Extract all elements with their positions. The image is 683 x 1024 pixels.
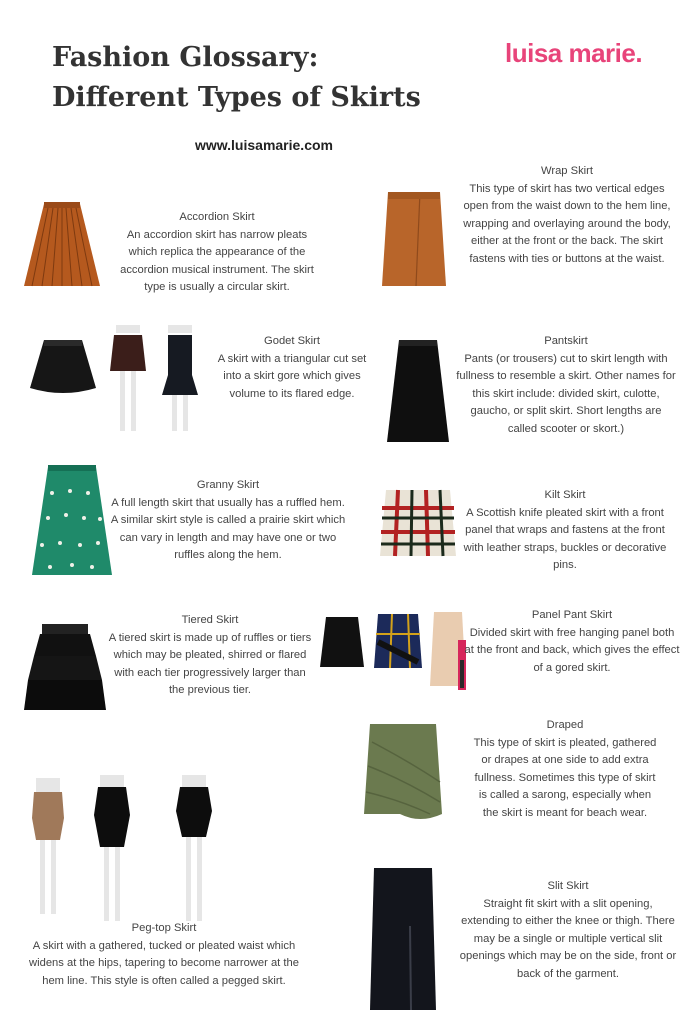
entry-title: Panel Pant Skirt [531, 609, 613, 621]
panel-pant-skirt-image-2 [372, 612, 424, 672]
godet-skirt-image [28, 338, 98, 398]
entry-description: A Scottish knife pleated skirt with a front panel that wraps and fastens at the front with leather straps, buckles or decorative pins. [463, 506, 667, 571]
page-title [52, 38, 472, 118]
entry-description: Straight fit skirt with a slit opening, extending to either the knee or thigh. There may be a single or multiple vertical slit openings which may be on the side, front or back of the garment. [459, 897, 677, 980]
entry-title: Granny Skirt [196, 479, 260, 491]
entry-description: An accordion skirt has narrow pleats which replica the appearance of the accordion musical instrument. The skirt type is usually a circular skirt. [120, 228, 314, 293]
entry-peg-top-skirt [20, 920, 308, 990]
entry-pantskirt [455, 333, 677, 438]
godet-skirt-mannequin-1 [108, 325, 148, 435]
entry-title: Godet Skirt [264, 335, 320, 347]
entry-granny-skirt [108, 477, 348, 565]
entry-title: Pantskirt [544, 335, 588, 347]
wrap-skirt-image [380, 190, 448, 290]
entry-slit-skirt [458, 878, 678, 983]
slit-skirt-image [366, 866, 440, 1014]
entry-description: A skirt with a gathered, tucked or pleated waist which widens at the hips, tapering to become narrower at the hem line. This style is often called a pegged skirt. [29, 939, 299, 987]
granny-skirt-image [30, 463, 114, 581]
entry-title: Wrap Skirt [540, 165, 593, 177]
entry-draped [470, 717, 660, 822]
entry-description: Divided skirt with free hanging panel both at the front and back, which gives the effect of a gored skirt. [464, 626, 680, 674]
pantskirt-image [385, 338, 451, 448]
entry-title: Kilt Skirt [544, 489, 586, 501]
entry-accordion-skirt [112, 209, 322, 297]
entry-description: This type of skirt has two vertical edges open from the waist down to the hem line, wrapping and overlaying around the body, either at the front or the back. The skirt fastens with ties or buttons at the waist. [463, 182, 671, 265]
entry-description: A full length skirt that usually has a ruffled hem. A similar skirt style is called a prairie skirt which can vary in length and may have one or two ruffles along the hem. [110, 496, 346, 561]
entry-panel-pant-skirt [464, 607, 680, 677]
entry-godet-skirt [212, 333, 372, 403]
draped-skirt-image [360, 722, 446, 826]
kilt-skirt-image [378, 488, 458, 560]
entry-description: This type of skirt is pleated, gathered or drapes at one side to add extra fullness. Sometimes this type of skirt is called a sarong, especially when the skirt is meant for beach wear. [473, 736, 657, 819]
godet-skirt-mannequin-2 [160, 325, 200, 435]
entry-kilt-skirt [456, 487, 674, 575]
entry-tiered-skirt [108, 612, 312, 700]
peg-top-skirt-mannequin-3 [172, 775, 216, 925]
entry-description: A tiered skirt is made up of ruffles or tiers which may be pleated, shirred or flared with each tier progressively larger than the previous tier. [108, 631, 312, 696]
entry-wrap-skirt [456, 163, 678, 268]
title-line-2: Different Types of Skirts [52, 82, 421, 113]
entry-description: Pants (or trousers) cut to skirt length with fullness to resemble a skirt. Other names for this skirt include: divided skirt, culotte, gaucho, or split skirt. Short lengths are called scooter or skort.) [456, 352, 676, 435]
panel-pant-skirt-image-3 [428, 610, 468, 692]
entry-title: Tiered Skirt [181, 614, 239, 626]
entry-title: Peg-top Skirt [131, 922, 197, 934]
peg-top-skirt-mannequin-1 [28, 778, 68, 918]
accordion-skirt-image [22, 200, 102, 290]
entry-title: Accordion Skirt [179, 211, 255, 223]
entry-description: A skirt with a triangular cut set into a skirt gore which gives volume to its flared edge. [217, 352, 367, 400]
title-line-1: Fashion Glossary: [52, 42, 319, 73]
website-url[interactable]: www.luisamarie.com [195, 137, 333, 153]
peg-top-skirt-mannequin-2 [90, 775, 134, 925]
tiered-skirt-image [22, 622, 108, 716]
entry-title: Draped [546, 719, 584, 731]
panel-pant-skirt-image-1 [318, 615, 366, 671]
entry-title: Slit Skirt [547, 880, 589, 892]
brand-logo: luisa marie. [505, 38, 643, 68]
